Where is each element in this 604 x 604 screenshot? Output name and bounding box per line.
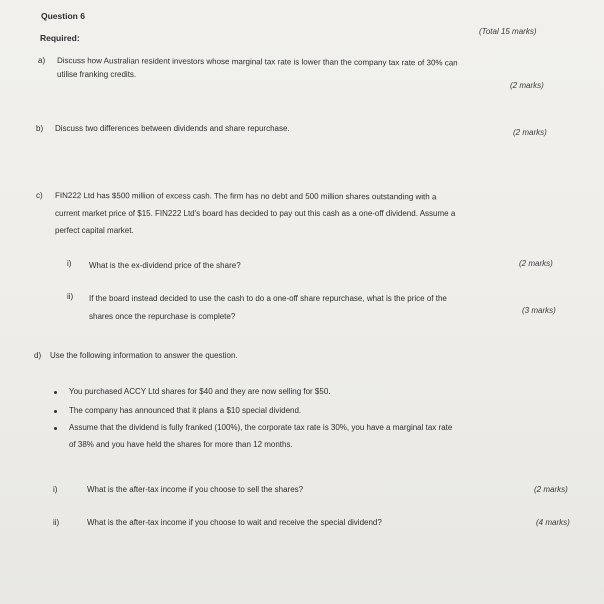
part-d-i-label: i) bbox=[53, 485, 58, 494]
part-c-i-label: i) bbox=[67, 259, 72, 268]
required-heading: Required: bbox=[40, 33, 80, 43]
part-b-marks: (2 marks) bbox=[513, 128, 547, 137]
part-c-ii-marks: (3 marks) bbox=[522, 306, 556, 315]
part-d-bullet-3-cont: of 38% and you have held the shares for more than 12 months. bbox=[69, 440, 293, 449]
part-c-ii-line1: If the board instead decided to use the cash to do a one-off share repurchase, what is the price of the bbox=[89, 294, 447, 303]
part-a-line1: Discuss how Australian resident investors whose marginal tax rate is lower than the company tax rate of 30% can bbox=[56, 56, 458, 68]
part-a-label: a) bbox=[38, 56, 46, 65]
part-d-label: d) bbox=[34, 351, 42, 360]
part-d-bullet-3: Assume that the dividend is fully franked (100%), the corporate tax rate is 30%, you have a marginal tax rate bbox=[69, 423, 453, 432]
total-marks: (Total 15 marks) bbox=[479, 27, 537, 36]
part-b-line1: Discuss two differences between dividends and share repurchase. bbox=[55, 124, 290, 133]
part-c-ii-label: ii) bbox=[67, 292, 74, 301]
part-d-ii-label: ii) bbox=[53, 518, 60, 527]
part-d-bullet-2: The company has announced that it plans a $10 special dividend. bbox=[69, 406, 302, 415]
part-d-ii-text: What is the after-tax income if you choose to wait and receive the special dividend? bbox=[87, 518, 382, 527]
part-c-line2: current market price of $15. FIN222 Ltd's board has decided to pay out this cash as a one-off dividend. Assume a bbox=[55, 209, 456, 218]
part-c-ii-line2: shares once the repurchase is complete? bbox=[89, 312, 236, 321]
part-c-i-text: What is the ex-dividend price of the share? bbox=[89, 261, 241, 270]
bullet-dot bbox=[54, 410, 57, 413]
part-a-marks: (2 marks) bbox=[510, 81, 544, 90]
bullet-dot bbox=[54, 427, 57, 430]
part-c-line1: FIN222 Ltd has $500 million of excess cash. The firm has no debt and 500 million shares outstanding with a bbox=[54, 191, 437, 202]
part-d-i-marks: (2 marks) bbox=[534, 485, 568, 494]
part-a-line2: utilise franking credits. bbox=[57, 70, 137, 79]
part-d-i-text: What is the after-tax income if you choose to sell the shares? bbox=[87, 485, 304, 494]
part-d-ii-marks: (4 marks) bbox=[536, 518, 570, 527]
part-c-i-marks: (2 marks) bbox=[519, 259, 553, 268]
bullet-dot bbox=[54, 391, 57, 394]
part-c-label: c) bbox=[36, 191, 43, 200]
part-d-intro: Use the following information to answer the question. bbox=[50, 351, 238, 360]
question-title: Question 6 bbox=[41, 11, 85, 21]
part-b-label: b) bbox=[36, 124, 44, 133]
part-d-bullet-1: You purchased ACCY Ltd shares for $40 and they are now selling for $50. bbox=[69, 387, 331, 396]
part-c-line3: perfect capital market. bbox=[55, 226, 134, 235]
